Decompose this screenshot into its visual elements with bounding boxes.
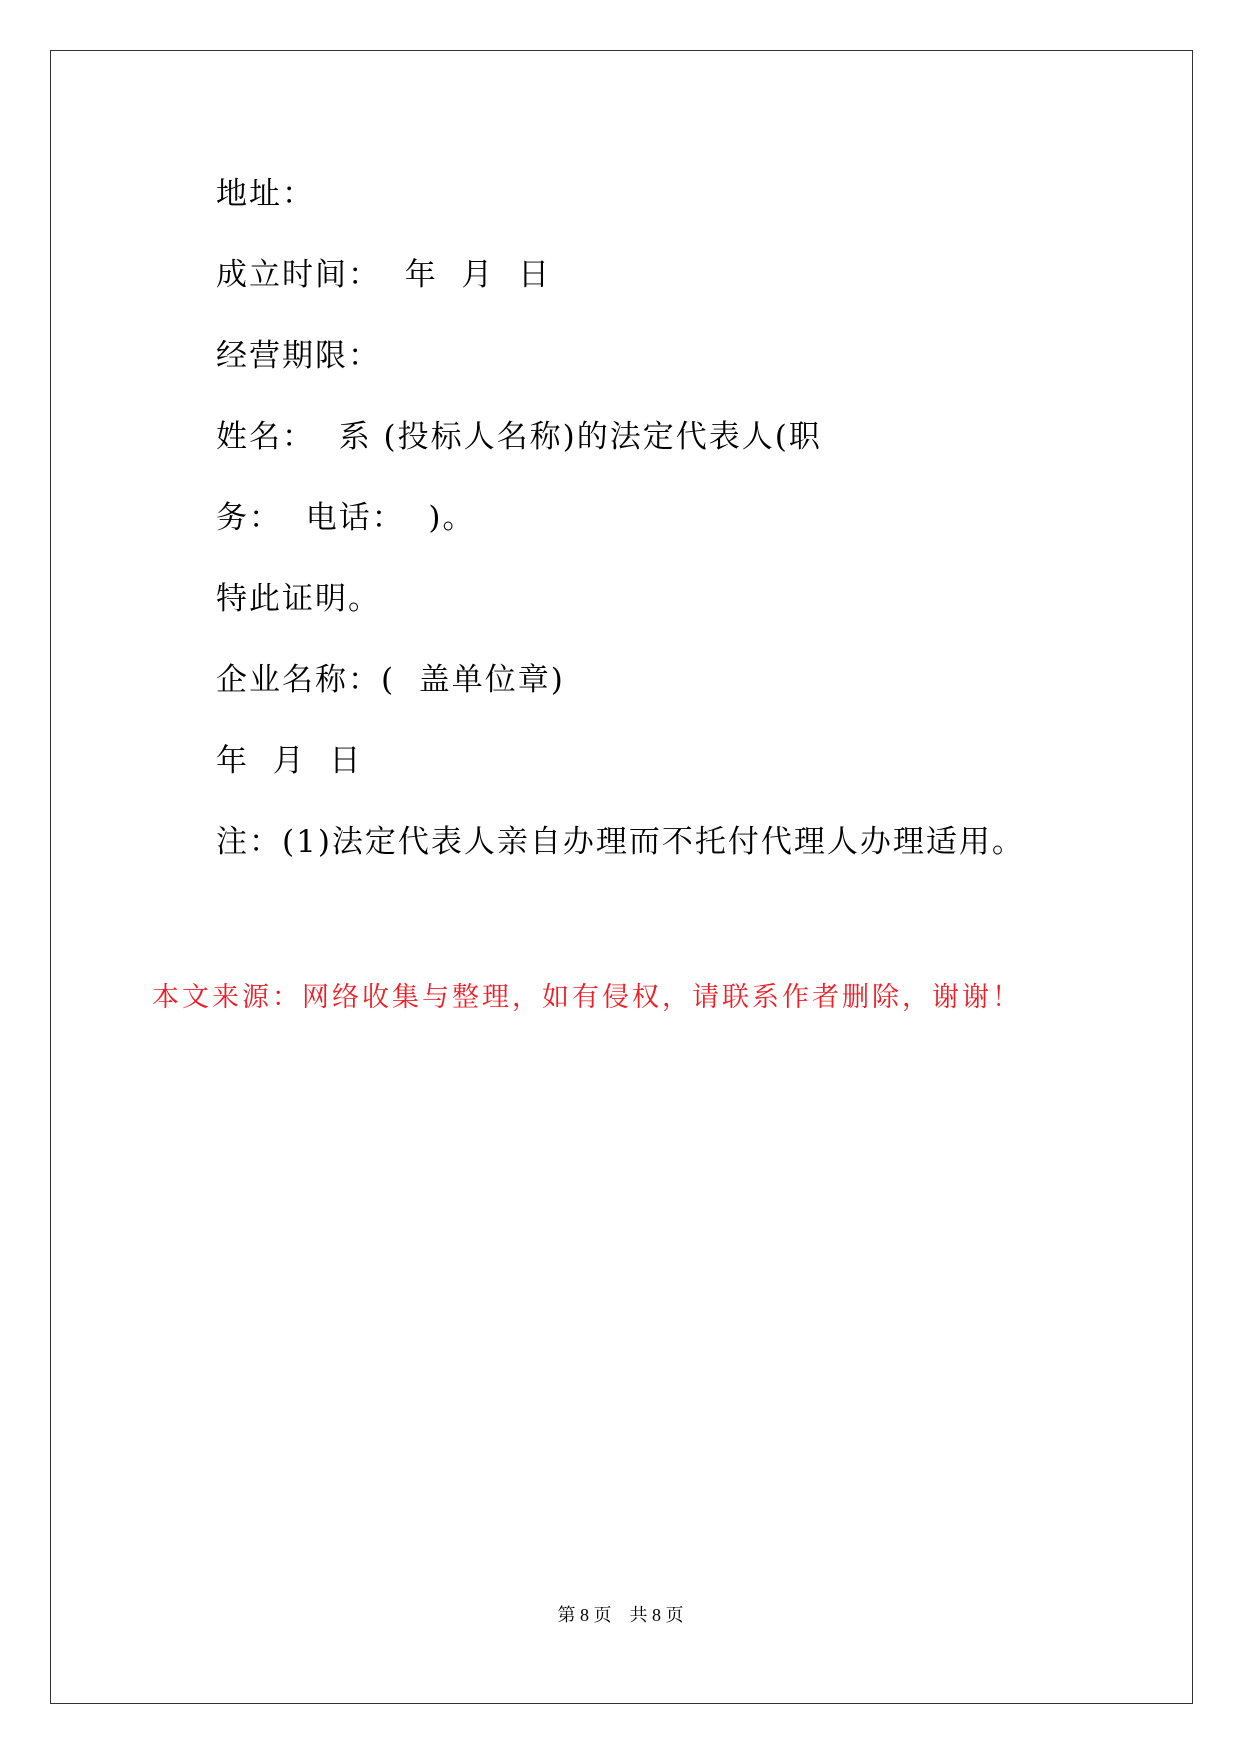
signature-date-line: 年 月 日 [216, 743, 363, 779]
established-date-line: 成立时间： 年 月 日 [216, 257, 552, 293]
business-term-line: 经营期限： [216, 338, 381, 374]
company-name-line: 企业名称：( 盖单位章) [216, 662, 565, 698]
source-note: 本文来源：网络收集与整理，如有侵权，请联系作者删除，谢谢！ [152, 982, 1022, 1013]
address-line: 地址： [216, 176, 315, 212]
page-frame [50, 50, 1193, 1704]
position-phone-line: 务： 电话： )。 [216, 500, 476, 536]
page-footer: 第 8 页 共 8 页 [557, 1605, 684, 1625]
name-representative-line: 姓名： 系 (投标人名称)的法定代表人(职 [216, 419, 822, 455]
note-line: 注：(1)法定代表人亲自办理而不托付代理人办理适用。 [216, 824, 1025, 860]
certification-line: 特此证明。 [216, 581, 381, 617]
